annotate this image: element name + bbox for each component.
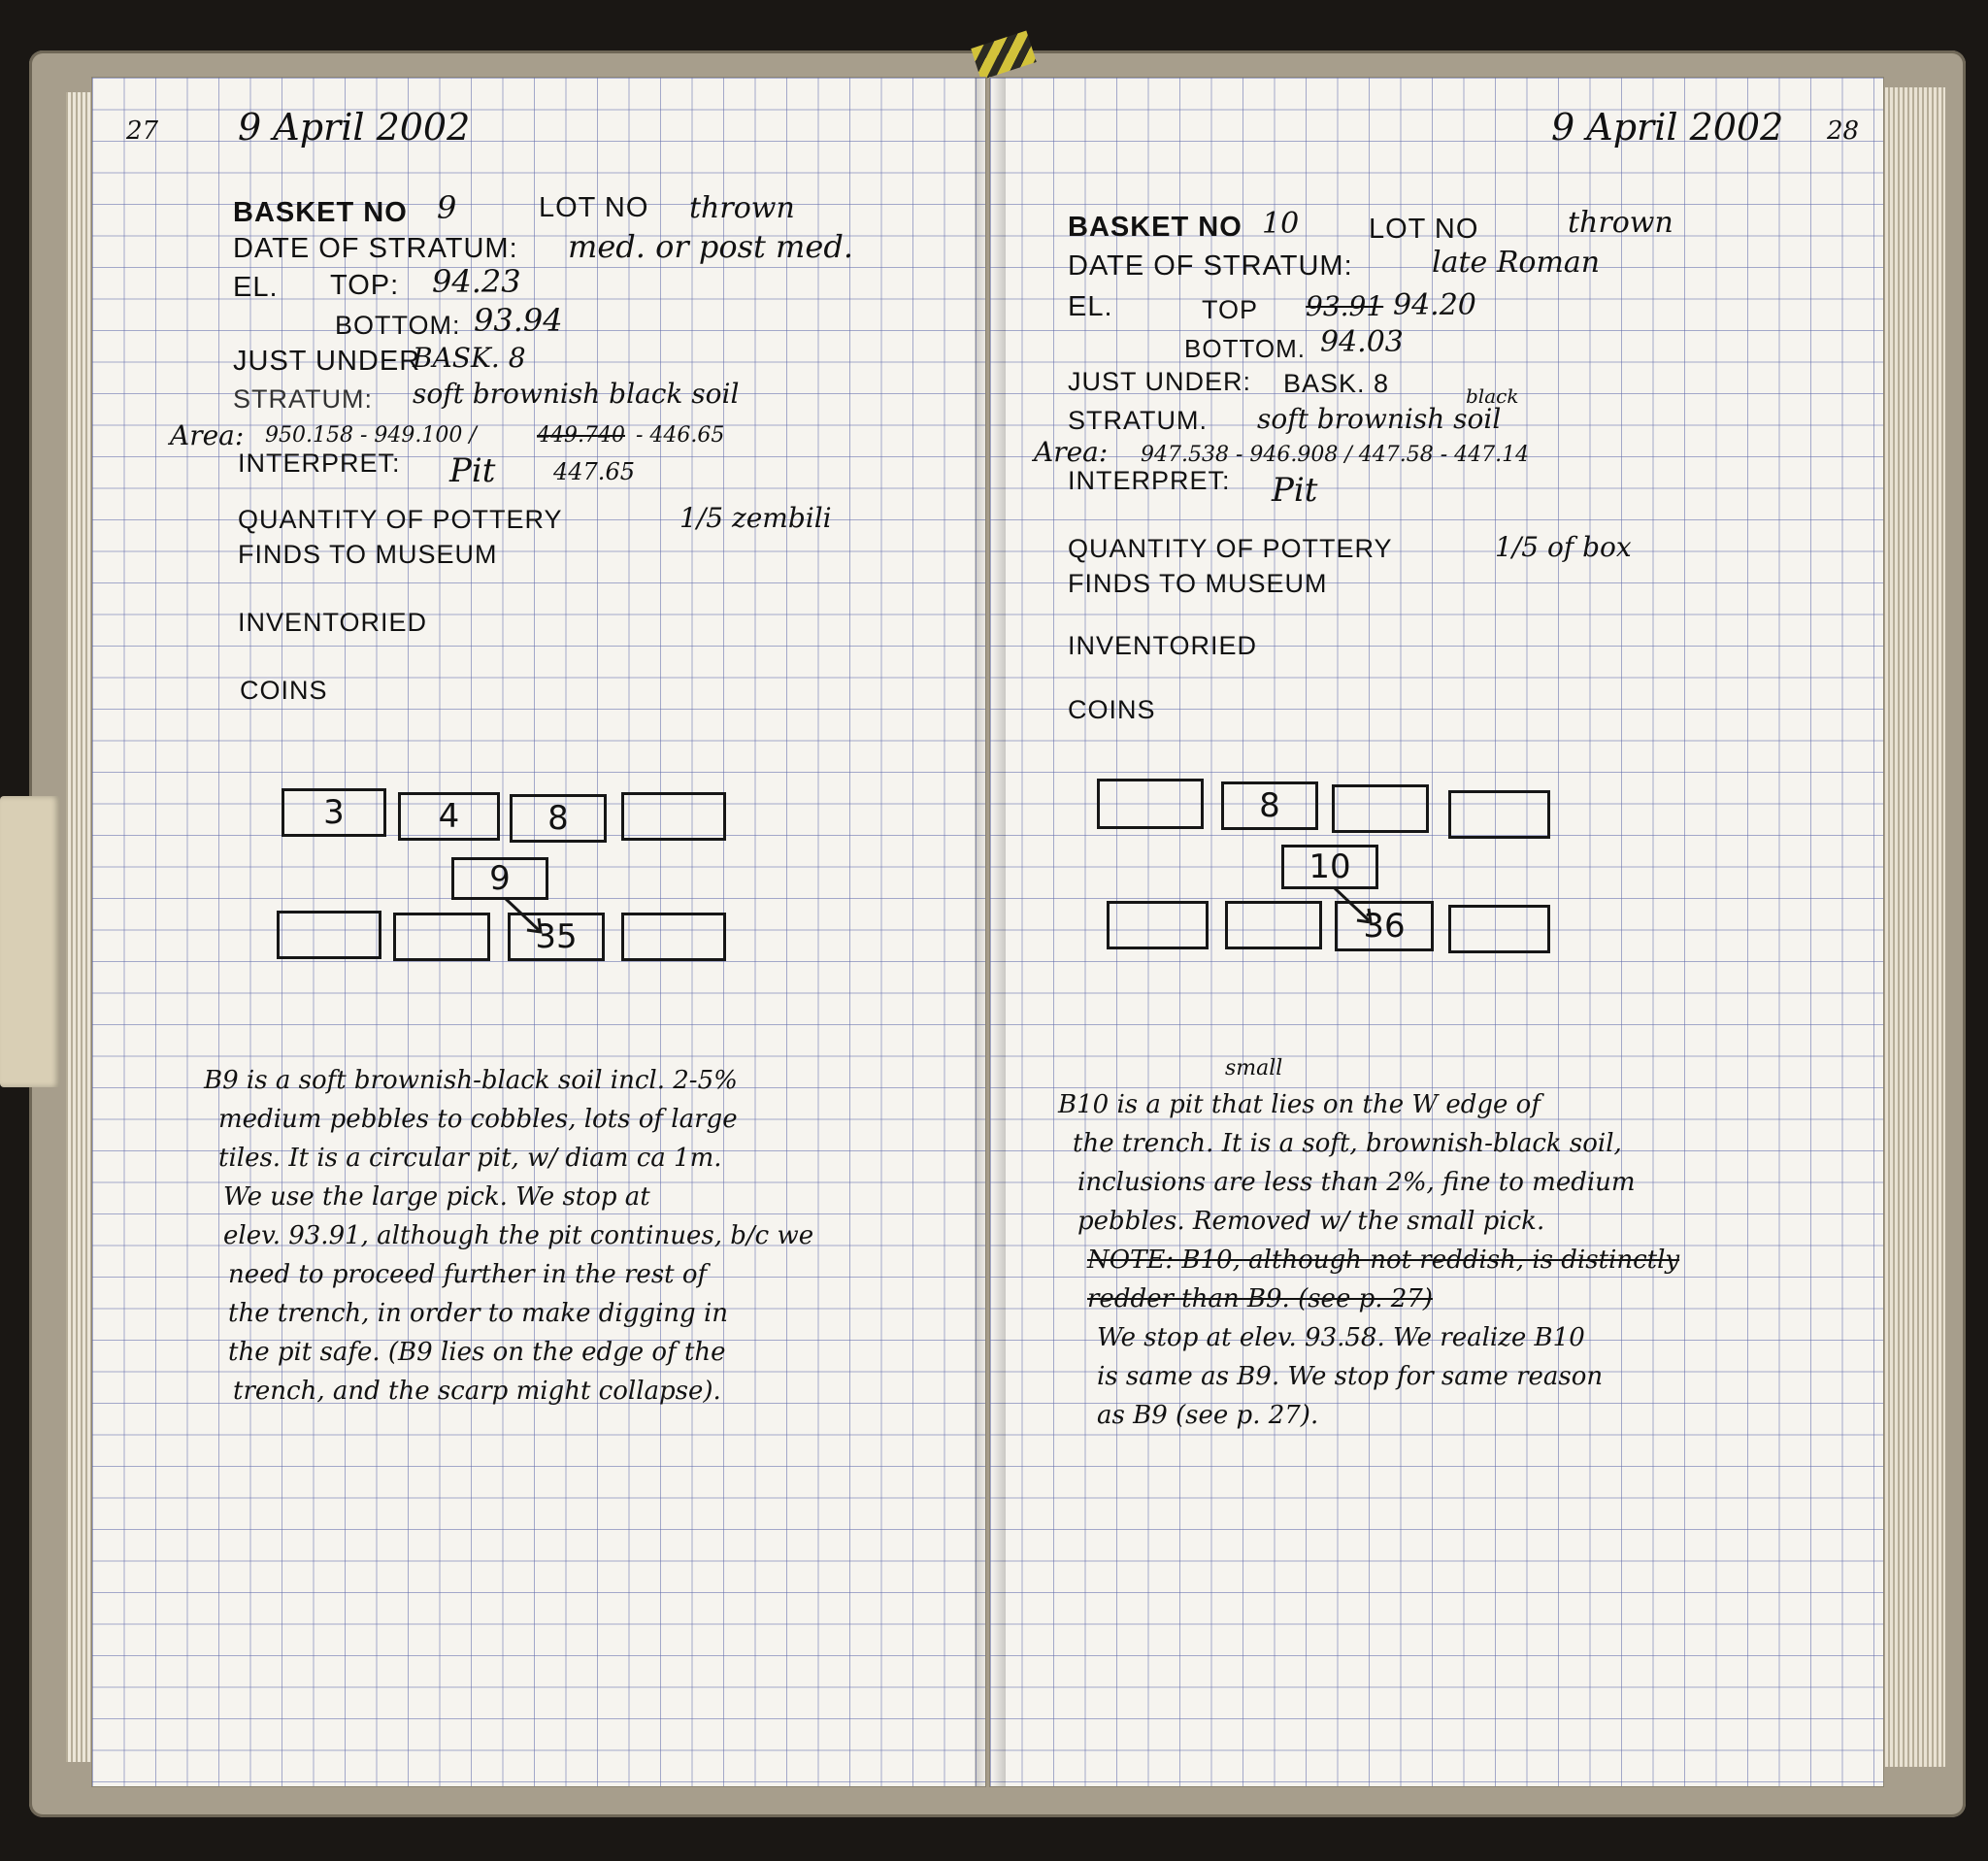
elastic-strap [0, 796, 60, 1087]
interpret-label: INTERPRET: [238, 449, 401, 478]
area-label: Area: [170, 419, 245, 451]
note-line: tiles. It is a circular pit, w/ diam ca 1m. [218, 1144, 722, 1173]
diagram-square [1332, 784, 1429, 833]
diagram-basket-box: 9 [451, 857, 548, 900]
lot-value: thrown [689, 191, 795, 225]
note-line: need to proceed further in the rest of [228, 1260, 708, 1289]
pottery-label: QUANTITY OF POTTERY [1068, 534, 1393, 563]
diagram-square: 8 [1221, 781, 1318, 830]
el-label: EL. [233, 272, 279, 303]
note-line: the trench. It is a soft, brownish-black soil, [1073, 1129, 1622, 1158]
note-line-struck: redder than B9. (see p. 27) [1087, 1284, 1433, 1313]
basket-label: BASKET NO [1068, 212, 1242, 243]
note-line: is same as B9. We stop for same reason [1097, 1362, 1604, 1391]
just-under-value: BASK. 8 [1283, 369, 1390, 398]
basket-label: BASKET NO [233, 197, 408, 228]
date-stratum-value: late Roman [1432, 246, 1601, 280]
note-line: elev. 93.91, although the pit continues, b/c we [223, 1221, 814, 1250]
stratum-label: STRATUM. [1068, 406, 1208, 435]
date-stratum-value: med. or post med. [568, 228, 853, 265]
el-label: EL. [1068, 291, 1113, 322]
diagram-square [621, 913, 726, 961]
note-line: as B9 (see p. 27). [1097, 1401, 1319, 1430]
note-line: B9 is a soft brownish-black soil incl. 2-5% [204, 1066, 738, 1095]
note-line: We stop at elev. 93.58. We realize B10 [1097, 1323, 1585, 1352]
basket-value: 9 [437, 189, 457, 226]
area-value: 950.158 - 949.100 / [265, 423, 477, 448]
lot-label: LOT NO [1369, 214, 1479, 245]
date-stratum-label: DATE OF STRATUM: [233, 233, 518, 264]
area-value: 947.538 - 946.908 / 447.58 - 447.14 [1141, 443, 1530, 467]
area-tail: - 446.65 [636, 423, 725, 448]
lot-label: LOT NO [539, 192, 649, 223]
date-stratum-label: DATE OF STRATUM: [1068, 250, 1353, 282]
diagram-basket-box: 10 [1281, 845, 1378, 889]
interpret-value: Pit [1272, 471, 1318, 510]
just-under-label: JUST UNDER [233, 346, 421, 377]
left-page [92, 78, 985, 1786]
interpret-label: INTERPRET: [1068, 466, 1231, 495]
pottery-label: QUANTITY OF POTTERY [238, 505, 563, 534]
top-value: 94.23 [432, 263, 521, 300]
top-label: TOP [1202, 295, 1259, 324]
note-line: the trench, in order to make digging in [228, 1299, 729, 1328]
diagram-square: 36 [1335, 901, 1434, 951]
diagram-square: 4 [398, 792, 500, 841]
bottom-label: BOTTOM: [335, 311, 461, 340]
inventoried-label: INVENTORIED [238, 608, 428, 637]
note-line: the pit safe. (B9 lies on the edge of the [228, 1338, 726, 1367]
page-date: 9 April 2002 [1551, 106, 1784, 149]
bottom-value: 93.94 [474, 302, 563, 339]
area-label: Area: [1034, 436, 1109, 468]
pottery-value: 1/5 of box [1495, 531, 1632, 563]
note-line: medium pebbles to cobbles, lots of large [218, 1105, 738, 1134]
stratum-insert: black [1466, 384, 1519, 408]
lot-value: thrown [1568, 206, 1673, 240]
right-page [990, 78, 1883, 1786]
note-line: trench, and the scarp might collapse). [233, 1377, 721, 1406]
diagram-square [1097, 779, 1204, 829]
page-number: 28 [1827, 116, 1860, 146]
top-label: TOP: [330, 270, 400, 301]
stratum-value: soft brownish black soil [413, 378, 740, 410]
stratum-label: STRATUM: [233, 384, 373, 414]
diagram-square [1448, 790, 1550, 839]
page-edges-left [66, 92, 92, 1762]
diagram-square: 3 [282, 788, 386, 837]
just-under-label: JUST UNDER: [1068, 367, 1252, 396]
top-value: 94.20 [1393, 288, 1476, 322]
page-edges-right [1885, 87, 1945, 1767]
finds-label: FINDS TO MUSEUM [238, 540, 498, 569]
interpret-value: Pit [449, 451, 496, 490]
diagram-square [393, 913, 490, 961]
interpret-extra: 447.65 [553, 458, 635, 485]
basket-value: 10 [1262, 207, 1300, 241]
note-line: inclusions are less than 2%, fine to medium [1077, 1168, 1636, 1197]
coins-label: COINS [1068, 695, 1156, 724]
note-line-struck: NOTE: B10, although not reddish, is distinctly [1087, 1246, 1680, 1275]
diagram-square [1225, 901, 1322, 949]
book-spine [975, 78, 1006, 1786]
just-under-value: BASK. 8 [413, 342, 526, 374]
diagram-square: 35 [508, 913, 605, 961]
diagram-square [1107, 901, 1209, 949]
page-number: 27 [126, 116, 159, 146]
diagram-square [1448, 905, 1550, 953]
page-date: 9 April 2002 [238, 106, 471, 149]
note-insert: small [1225, 1056, 1283, 1080]
area-struck: 449.740 [537, 423, 625, 448]
diagram-square [621, 792, 726, 841]
pottery-value: 1/5 zembili [679, 502, 832, 534]
diagram-square: 8 [510, 794, 607, 843]
bottom-label: BOTTOM. [1184, 334, 1306, 363]
finds-label: FINDS TO MUSEUM [1068, 569, 1328, 598]
bottom-value: 94.03 [1320, 325, 1404, 359]
note-line: B10 is a pit that lies on the W edge of [1058, 1090, 1541, 1119]
top-struck: 93.91 [1306, 290, 1384, 322]
diagram-square [277, 911, 381, 959]
stratum-value: soft brownish soil [1257, 403, 1502, 435]
inventoried-label: INVENTORIED [1068, 631, 1258, 660]
coins-label: COINS [240, 676, 328, 705]
note-line: pebbles. Removed w/ the small pick. [1077, 1207, 1545, 1236]
note-line: We use the large pick. We stop at [223, 1182, 650, 1212]
